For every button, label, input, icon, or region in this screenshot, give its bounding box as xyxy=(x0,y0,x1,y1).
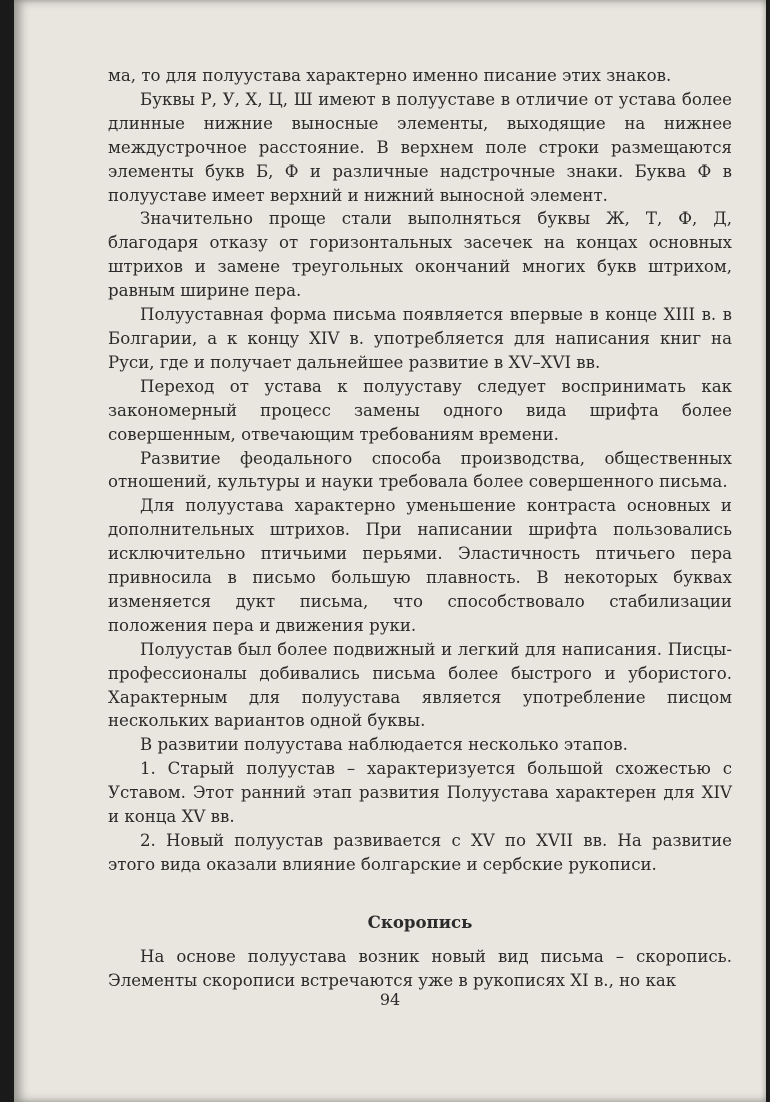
paragraph: Значительно проще стали выполняться буквы Ж, Т, Ф, Д, благодаря отказу от горизонтальных засечек на концах основных штрихов и замене треугольных окончаний многих букв штрихом, равным ширине пера. xyxy=(108,209,732,301)
paragraph: Переход от устава к полууставу следует воспринимать как закономерный процесс замены одного вида шрифта более совершенным, отвечающим требованиям времени. xyxy=(108,376,732,444)
paragraph: 1. Старый полуустав – характеризуется большой схожестью с Уставом. Этот ранний этап развития Полуустава характерен для XIV и конца XV вв. xyxy=(108,759,732,827)
page-text xyxy=(108,64,732,993)
paragraph: Полуустав был более подвижный и легкий для написания. Писцы-профессионалы добивались письма более быстрого и убористого. Характерным для полуустава является употребление писцом нескольких вариантов одной буквы. xyxy=(108,639,732,731)
section-heading: Скоропись xyxy=(367,911,473,932)
paragraph: Для полуустава характерно уменьшение контраста основных и дополнительных штрихов. При написании шрифта пользовались исключительно птичьими перьями. Эластичность птичьего пера привносила в письмо большую плавность. В некоторых буквах изменяется дукт письма, что способствовало стабилизации положения пера и движения руки. xyxy=(108,496,732,635)
page-number: 94 xyxy=(379,990,401,1009)
paragraph: Полууставная форма письма появляется впервые в конце XIII в. в Болгарии, а к концу XIV в. употребляется для написания книг на Руси, где и получает дальнейшее развитие в XV–XVI вв. xyxy=(108,305,732,372)
book-page xyxy=(14,0,766,1102)
paragraph: В развитии полуустава наблюдается несколько этапов. xyxy=(140,735,628,755)
paragraph: ма, то для полуустава характерно именно писание этих знаков. xyxy=(108,66,672,85)
paragraph: На основе полуустава возник новый вид письма – скоропись. Элементы скорописи встречаются уже в рукописях XI в., но как xyxy=(108,946,732,990)
paragraph: 2. Новый полуустав развивается с XV по XVII вв. На развитие этого вида оказали влияние болгарские и сербские рукописи. xyxy=(108,831,732,874)
paragraph: Развитие феодального способа производства, общественных отношений, культуры и науки требовала более совершенного письма. xyxy=(108,448,732,492)
paragraph: Буквы Р, У, Х, Ц, Ш имеют в полууставе в отличие от устава более длинные нижние выносные элементы, выходящие на нижнее междустрочное расстояние. В верхнем поле строки размещаются элементы букв Б, Ф и различные надстрочные знаки. Буква Ф в полууставе имеет верхний и нижний выносной элемент. xyxy=(108,89,732,205)
